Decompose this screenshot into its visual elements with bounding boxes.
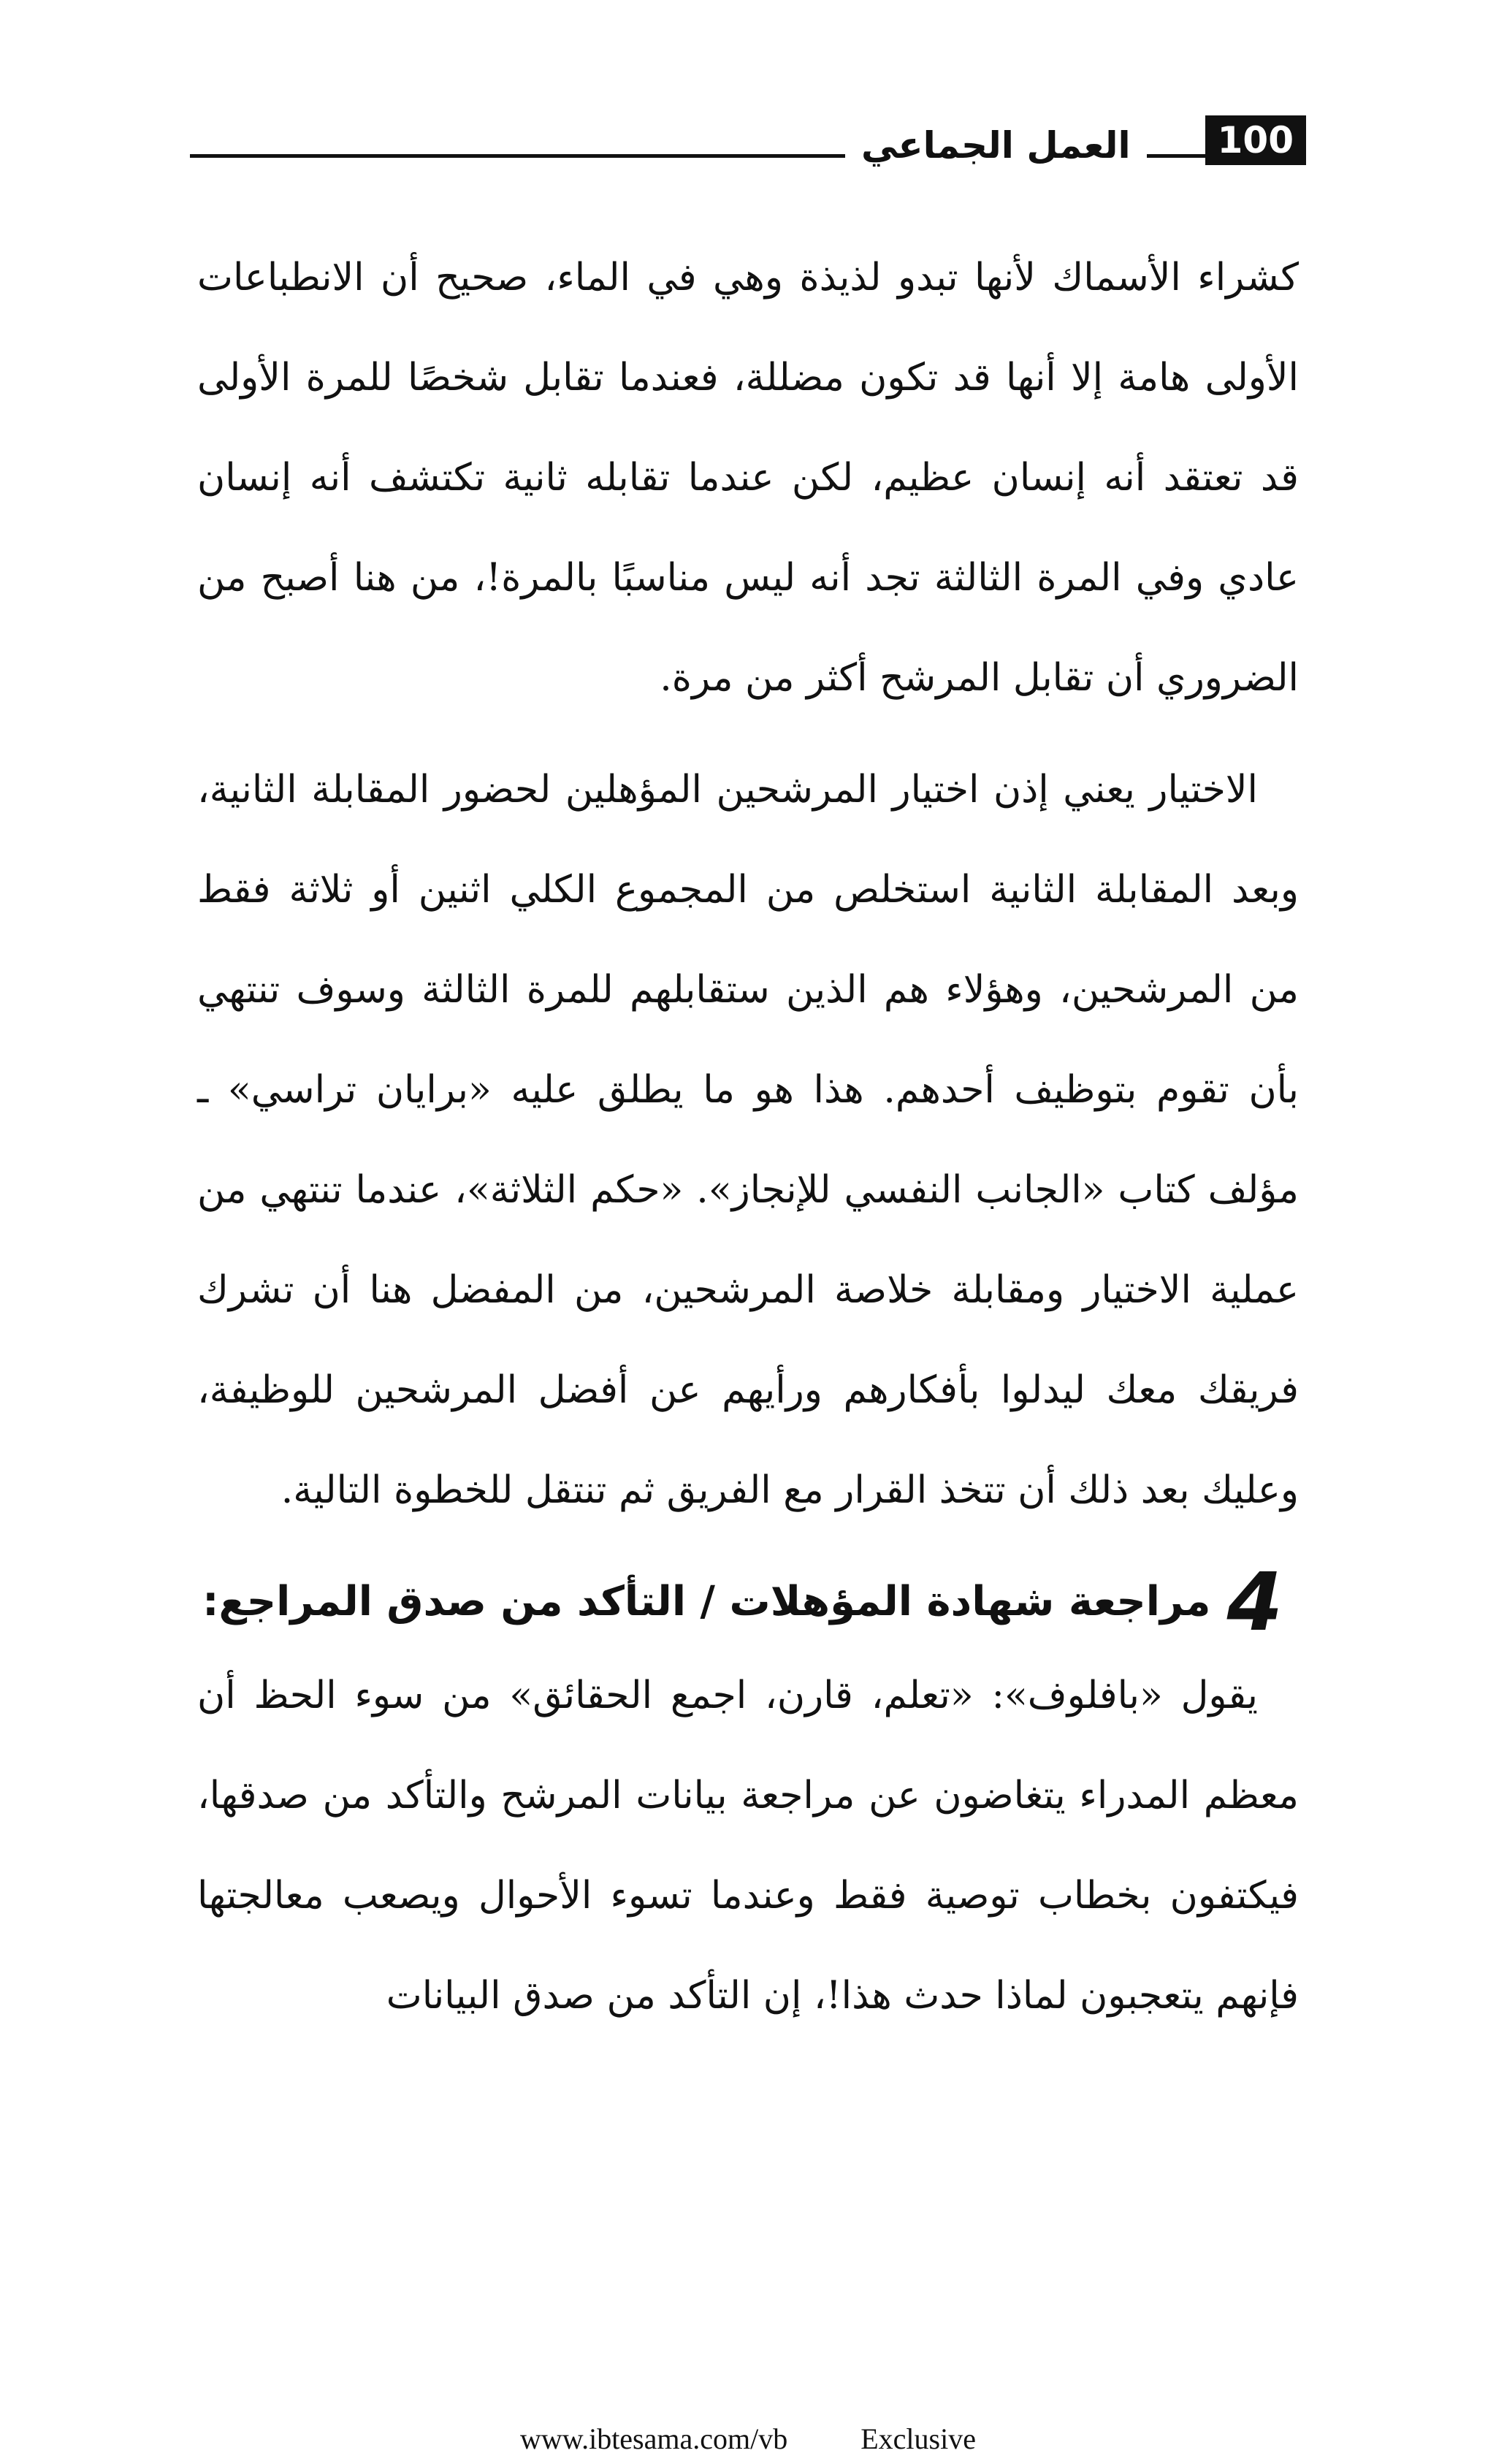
page-number: 100	[1205, 115, 1306, 165]
section-title: مراجعة شهادة المؤهلات / التأكد من صدق المراجع:	[202, 1578, 1211, 1625]
footer-label: Exclusive	[860, 2422, 976, 2455]
section-heading	[197, 1555, 1299, 1649]
body-text	[197, 228, 1299, 2046]
page-footer	[0, 2422, 1496, 2457]
paragraph-1: كشراء الأسماك لأنها تبدو لذيذة وهي في الماء، صحيح أن الانطباعات الأولى هامة إلا أنها قد تكون مضللة، فعندما تقابل شخصًا للمرة الأولى قد تعتقد أنه إنسان عظيم، لكن عندما تقابله ثانية تكتشف أنه إنسان عادي وفي المرة الثالثة تجد أنه ليس مناسبًا بالمرة!، من هنا أصبح من الضروري أن تقابل المرشح أكثر من مرة.	[197, 256, 1299, 700]
header-short-rule	[1147, 154, 1205, 158]
footer-url: www.ibtesama.com/vb	[520, 2422, 788, 2455]
chapter-title: العمل الجماعي	[860, 124, 1131, 167]
section-paragraph: يقول «بافلوف»: «تعلم، قارن، اجمع الحقائق» من سوء الحظ أن معظم المدراء يتغاضون عن مراجعة بيانات المرشح والتأكد من صدقها، فيكتفون بخطاب توصية فقط وعندما تسوء الأحوال ويصعب معالجتها فإنهم يتعجبون لماذا حدث هذا!، إن التأكد من صدق البيانات	[197, 1674, 1299, 2018]
header-long-rule	[190, 154, 845, 158]
running-header	[190, 110, 1306, 168]
paragraph-2: الاختيار يعني إذن اختيار المرشحين المؤهلين لحضور المقابلة الثانية، وبعد المقابلة الثانية استخلص من المجموع الكلي اثنين أو ثلاثة فقط من المرشحين، وهؤلاء هم الذين ستقابلهم للمرة الثالثة وسوف تنتهي بأن تقوم بتوظيف أحدهم. هذا هو ما يطلق عليه «برايان تراسي» ـ مؤلف كتاب «الجانب النفسي للإنجاز». «حكم الثلاثة»، عندما تنتهي من عملية الاختيار ومقابلة خلاصة المرشحين، من المفضل هنا أن تشرك فريقك معك ليدلوا بأفكارهم ورأيهم عن أفضل المرشحين للوظيفة، وعليك بعد ذلك أن تتخذ القرار مع الفريق ثم تنتقل للخطوة التالية.	[197, 768, 1299, 1512]
section-number: 4	[1226, 1555, 1283, 1649]
